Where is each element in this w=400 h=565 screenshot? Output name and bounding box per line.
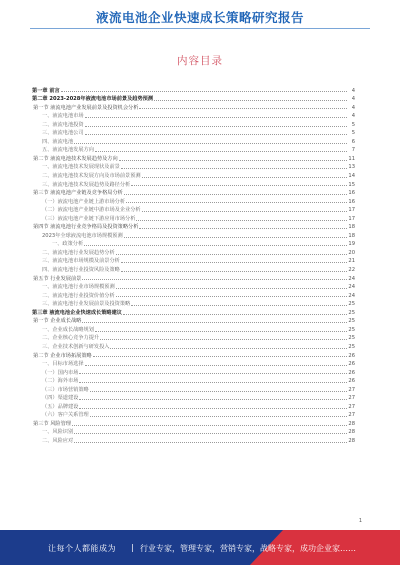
toc-entry-page: 26: [348, 361, 355, 368]
toc-entry-title: 第二节 液流电池技术发展趋势及方向: [33, 155, 118, 162]
toc-entry-title: （三）市场营销策略: [42, 386, 89, 393]
toc-entry-title: （三）液流电池产业链下游应用市场分析: [42, 215, 136, 222]
toc-entry-title: （四）渠道建设: [42, 395, 79, 402]
toc-entry-page: 18: [348, 224, 355, 231]
toc-entry[interactable]: [32, 324, 355, 333]
toc-entry-title: 四、液流电池行业投资风险及策略: [42, 267, 120, 274]
toc-entry-title: 第一章 前言: [32, 87, 60, 94]
toc-entry-page: 28: [348, 437, 355, 444]
toc-entry-title: 三、企业技术创新与研发投入: [42, 343, 110, 350]
toc-entry[interactable]: [32, 111, 355, 120]
toc-entry[interactable]: [32, 85, 355, 94]
toc-leader-dots: [84, 244, 347, 246]
toc-entry-page: 24: [348, 275, 355, 282]
toc-leader-dots: [74, 441, 347, 443]
toc-entry[interactable]: [32, 376, 355, 385]
toc-leader-dots: [124, 193, 347, 195]
toc-leader-dots: [119, 159, 347, 161]
toc-leader-dots: [93, 355, 347, 357]
toc-entry[interactable]: [32, 239, 355, 248]
toc-entry[interactable]: [32, 170, 355, 179]
toc-entry-page: 26: [348, 378, 355, 385]
toc-entry-page: 24: [348, 292, 355, 299]
toc-entry-title: 一、液流电池行业市场规模预测: [42, 284, 115, 291]
toc-leader-dots: [139, 107, 347, 109]
toc-leader-dots: [126, 201, 347, 203]
toc-entry-page: 27: [348, 395, 355, 402]
toc-leader-dots: [110, 347, 347, 349]
toc-entry-page: 5: [351, 121, 355, 128]
toc-entry-title: （一）国内市场: [42, 369, 79, 376]
toc-leader-dots: [121, 261, 347, 263]
toc-entry-title: 二、液流电池技术发展方向及市场前景预测: [42, 173, 141, 180]
toc-entry-title: 二、液流电池投资: [42, 121, 84, 128]
toc-entry[interactable]: [32, 196, 355, 205]
toc-entry-page: 24: [348, 284, 355, 291]
toc-entry-title: 二、液流电池行业投资价值分析: [42, 292, 115, 299]
toc-leader-dots: [79, 372, 347, 374]
toc-entry-page: 4: [351, 96, 355, 103]
toc-entry[interactable]: [32, 333, 355, 342]
toc-entry-title: （二）液流电池产业链中游市场及企业分析: [42, 207, 141, 214]
toc-entry[interactable]: [32, 384, 355, 393]
title-divider: [30, 28, 370, 29]
toc-leader-dots: [95, 150, 347, 152]
toc-entry-page: 17: [348, 207, 355, 214]
toc-entry-page: 18: [348, 232, 355, 239]
toc-entry-page: 17: [348, 215, 355, 222]
toc-leader-dots: [82, 321, 347, 323]
toc-entry[interactable]: [32, 222, 355, 231]
toc-entry-title: 一、风险识别: [42, 429, 74, 436]
table-of-contents: [32, 85, 355, 444]
toc-entry-title: 一、液流电池技术发展现状及前景: [42, 164, 120, 171]
toc-entry-page: 27: [348, 386, 355, 393]
toc-leader-dots: [79, 381, 347, 383]
toc-leader-dots: [121, 270, 347, 272]
toc-entry-page: 26: [348, 369, 355, 376]
toc-entry-title: （六）客户关系管理: [42, 412, 89, 419]
toc-entry[interactable]: [32, 102, 355, 111]
toc-entry[interactable]: [32, 307, 355, 316]
toc-leader-dots: [61, 90, 347, 92]
toc-entry-title: 2023年全球液流电池市场规模预测: [42, 232, 123, 239]
toc-leader-dots: [136, 219, 347, 221]
toc-entry[interactable]: [32, 153, 355, 162]
toc-entry-page: 26: [348, 352, 355, 359]
toc-leader-dots: [95, 330, 347, 332]
toc-entry[interactable]: [32, 179, 355, 188]
toc-entry[interactable]: [32, 188, 355, 197]
toc-entry-title: 二、液流电池行业发展趋势分析: [42, 249, 115, 256]
toc-leader-dots: [79, 407, 347, 409]
toc-entry[interactable]: [32, 435, 355, 444]
toc-entry-page: 19: [348, 241, 355, 248]
toc-leader-dots: [79, 398, 347, 400]
toc-leader-dots: [100, 338, 347, 340]
toc-entry-page: 25: [348, 343, 355, 350]
toc-entry-page: 25: [348, 335, 355, 342]
toc-leader-dots: [90, 390, 347, 392]
toc-entry[interactable]: [32, 119, 355, 128]
toc-leader-dots: [85, 364, 347, 366]
toc-leader-dots: [154, 99, 347, 101]
toc-entry[interactable]: [32, 162, 355, 171]
toc-entry-page: 4: [351, 87, 355, 94]
toc-leader-dots: [72, 424, 347, 426]
toc-entry-title: 第三节 风险管理: [33, 420, 71, 427]
toc-entry-title: （五）品牌建设: [42, 403, 79, 410]
toc-entry[interactable]: [32, 401, 355, 410]
toc-entry-title: 第二章 2023-2028年液流电池市场前景及趋势预测: [32, 96, 154, 103]
toc-entry-page: 27: [348, 412, 355, 419]
toc-leader-dots: [116, 253, 347, 255]
toc-entry[interactable]: [32, 145, 355, 154]
toc-entry[interactable]: [32, 230, 355, 239]
toc-leader-dots: [142, 210, 347, 212]
toc-leader-dots: [85, 125, 347, 127]
toc-entry-page: 25: [348, 309, 355, 316]
toc-leader-dots: [139, 227, 347, 229]
toc-entry-page: 25: [348, 326, 355, 333]
toc-entry-page: 20: [348, 249, 355, 256]
footer-slogan-left: 让每个人都能成为: [48, 544, 116, 553]
toc-entry-title: 第三节 液流电池产业链及竞争格局分析: [33, 190, 123, 197]
toc-entry-title: （二）海外市场: [42, 378, 79, 385]
toc-entry-title: 第五节 行业发展前景: [33, 275, 82, 282]
toc-entry-title: 一、政策分析: [52, 241, 84, 248]
toc-entry-title: 四、液流电池: [42, 138, 74, 145]
toc-entry-title: 一、企业成长战略规划: [42, 326, 94, 333]
footer-slogan-right: 行业专家，管理专家，营销专家，战略专家，成功企业家……: [140, 544, 356, 553]
toc-entry-page: 25: [348, 318, 355, 325]
toc-leader-dots: [116, 295, 347, 297]
toc-entry-title: 二、风险应对: [42, 437, 74, 444]
toc-entry-title: 第一节 液流电池产业发展前景及投资机会分析: [33, 104, 139, 111]
toc-entry[interactable]: [32, 427, 355, 436]
toc-leader-dots: [85, 133, 347, 135]
toc-entry-page: 6: [351, 138, 355, 145]
toc-entry[interactable]: [32, 316, 355, 325]
toc-entry-page: 13: [348, 164, 355, 171]
toc-leader-dots: [90, 415, 347, 417]
toc-entry[interactable]: [32, 213, 355, 222]
toc-leader-dots: [142, 176, 347, 178]
toc-entry-title: 三、液流电池公司: [42, 130, 84, 137]
toc-leader-dots: [121, 167, 347, 169]
toc-entry[interactable]: [32, 136, 355, 145]
toc-leader-dots: [131, 184, 347, 186]
toc-entry[interactable]: [32, 247, 355, 256]
toc-entry[interactable]: [32, 94, 355, 103]
toc-entry-page: 25: [348, 301, 355, 308]
toc-entry[interactable]: [32, 205, 355, 214]
toc-entry-page: 21: [348, 258, 355, 265]
toc-entry-title: 第一节 企业成长战略: [33, 318, 82, 325]
toc-leader-dots: [74, 142, 347, 144]
toc-leader-dots: [74, 432, 347, 434]
toc-entry-title: 第三章 液流电池企业快速成长策略建议: [32, 309, 122, 316]
footer-separator: |: [131, 543, 134, 552]
toc-leader-dots: [123, 313, 347, 315]
toc-entry[interactable]: [32, 410, 355, 419]
toc-entry-page: 15: [348, 181, 355, 188]
toc-entry-page: 5: [351, 130, 355, 137]
toc-entry[interactable]: [32, 273, 355, 282]
toc-entry-page: 28: [348, 429, 355, 436]
toc-entry-title: 三、液流电池技术发展趋势及路径分析: [42, 181, 131, 188]
toc-entry-page: 11: [348, 155, 355, 162]
toc-entry[interactable]: [32, 299, 355, 308]
toc-entry[interactable]: [32, 128, 355, 137]
toc-entry-title: 二、企业核心竞争力提升: [42, 335, 100, 342]
toc-entry[interactable]: [32, 282, 355, 291]
footer-banner: [0, 530, 400, 565]
toc-entry[interactable]: [32, 350, 355, 359]
toc-entry-title: 第二节 企业市场拓展策略: [33, 352, 92, 359]
toc-entry-page: 27: [348, 403, 355, 410]
toc-leader-dots: [124, 236, 347, 238]
document-title: 液流电池企业快速成长策略研究报告: [95, 10, 304, 25]
toc-entry[interactable]: [32, 359, 355, 368]
toc-entry-title: 三、液流电池市场规模及前景分析: [42, 258, 120, 265]
toc-entry[interactable]: [32, 341, 355, 350]
toc-leader-dots: [116, 287, 347, 289]
toc-entry-title: 一、目标市场选择: [42, 361, 84, 368]
toc-entry[interactable]: [32, 418, 355, 427]
toc-leader-dots: [85, 116, 347, 118]
toc-entry-title: 三、液流电池行业发展前景及投资策略: [42, 301, 131, 308]
toc-entry-page: 16: [348, 190, 355, 197]
toc-entry-title: 第四节 液流电池行业竞争格局及投资策略分析: [33, 224, 139, 231]
toc-leader-dots: [82, 278, 347, 280]
page-number: 1: [358, 518, 362, 524]
toc-entry-page: 28: [348, 420, 355, 427]
toc-entry[interactable]: [32, 367, 355, 376]
toc-entry[interactable]: [32, 393, 355, 402]
toc-entry-title: 一、液流电池市场: [42, 113, 84, 120]
toc-entry-page: 16: [348, 198, 355, 205]
toc-entry[interactable]: [32, 290, 355, 299]
toc-entry-page: 14: [348, 173, 355, 180]
toc-entry-page: 22: [348, 267, 355, 274]
toc-entry-page: 4: [351, 113, 355, 120]
toc-entry-page: 7: [351, 147, 355, 154]
toc-entry-page: 4: [351, 104, 355, 111]
toc-entry[interactable]: [32, 256, 355, 265]
toc-entry-title: （一）液流电池产业链上游市场分析: [42, 198, 126, 205]
toc-leader-dots: [131, 304, 347, 306]
toc-heading: 内容目录: [177, 55, 223, 67]
toc-entry-title: 五、液流电池发展方向: [42, 147, 94, 154]
toc-entry[interactable]: [32, 264, 355, 273]
